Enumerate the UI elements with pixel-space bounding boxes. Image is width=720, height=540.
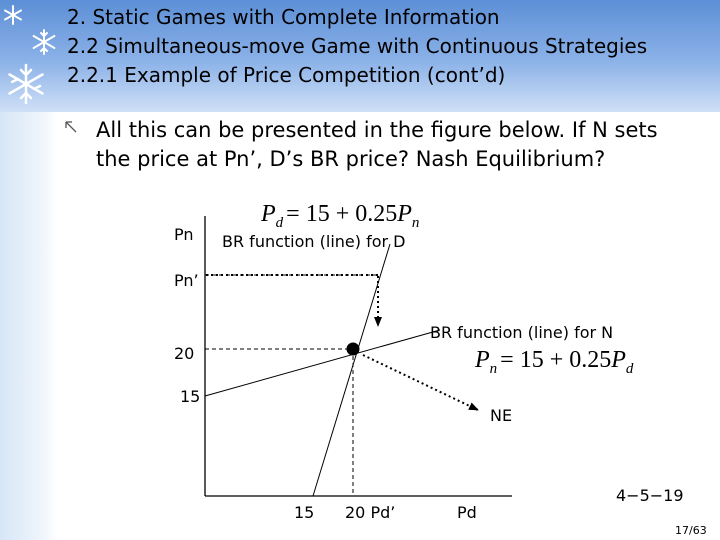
nash-equilibrium-dot	[347, 343, 360, 356]
title-line-3: 2.2.1 Example of Price Competition (cont’d)	[67, 63, 506, 87]
x-axis-label: Pd	[457, 503, 477, 522]
body-paragraph: All this can be presented in the figure below. If N sets the price at Pn’, D’s BR price? Nash Equilibrium?	[96, 118, 658, 171]
y-tick-20: 20	[174, 344, 195, 363]
br-n-label: BR function (line) for N	[430, 323, 614, 342]
title-line-2: 2.2 Simultaneous-move Game with Continuous Strategies	[67, 34, 648, 58]
title-line-1: 2. Static Games with Complete Information	[67, 5, 500, 29]
arrow-ne-pointer	[363, 355, 478, 410]
pn-prime-label: Pn’	[174, 271, 199, 290]
equation-br-d: $P_d = 15 + 0.25P_n$	[261, 201, 420, 231]
y-axis-label: Pn	[174, 225, 194, 244]
y-tick-15: 15	[180, 387, 201, 406]
br-d-label: BR function (line) for D	[222, 232, 406, 251]
x-tick-20-pd-prime: 20 Pd’	[345, 503, 396, 522]
equation-br-n: $P_n = 15 + 0.25P_d$	[475, 347, 634, 377]
ne-label: NE	[490, 406, 513, 425]
br-line-n	[205, 330, 440, 396]
x-tick-15: 15	[294, 503, 315, 522]
page-number: 17/63	[675, 524, 707, 537]
slide-date: 4−5−19	[616, 486, 684, 505]
